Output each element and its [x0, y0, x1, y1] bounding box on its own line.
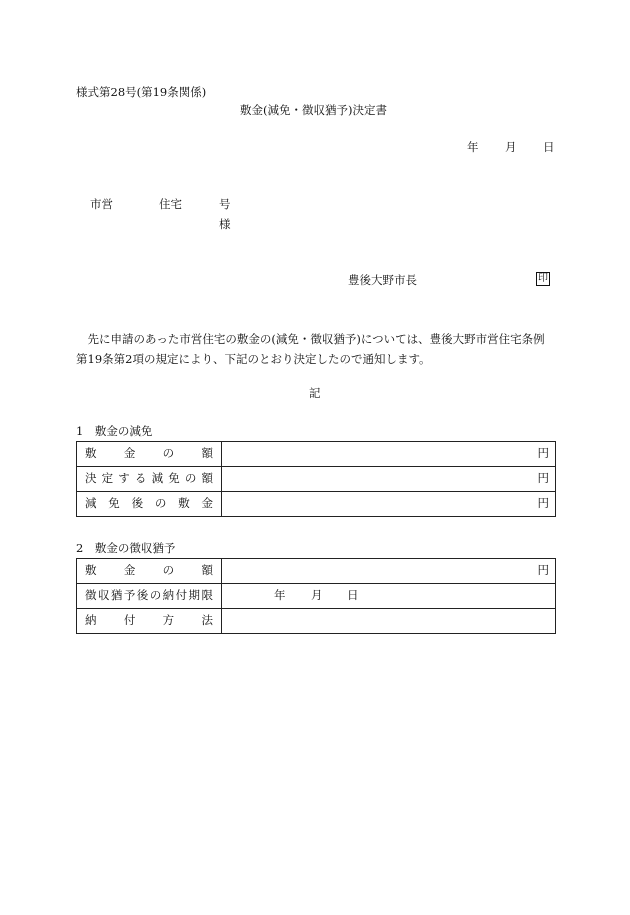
table-row [77, 559, 556, 584]
label-char: 定 [101, 471, 114, 486]
addressee-number: 号 [219, 197, 231, 211]
section1-title: 1 敷金の減免 [76, 424, 153, 438]
ki-heading: 記 [309, 386, 321, 400]
date-day: 日 [543, 140, 555, 154]
table-row [77, 442, 556, 467]
row-value: 円 [222, 492, 556, 517]
deadline-year: 年 [274, 588, 286, 603]
row-value [222, 609, 556, 634]
label-char: 決 [85, 471, 97, 486]
deadline-day: 日 [347, 588, 359, 603]
label-char: 免 [108, 496, 120, 511]
label-char: 減 [151, 471, 164, 486]
label-char: 付 [123, 613, 136, 628]
row-value: 円 [222, 467, 556, 492]
label-char: の [184, 471, 197, 486]
label-char: 猶 [110, 588, 123, 603]
label-char: 額 [201, 471, 213, 486]
label-char: の [149, 588, 162, 603]
label-char: 法 [201, 613, 213, 628]
seal-mark: 印 [538, 273, 548, 284]
label-char: の [162, 563, 175, 578]
label-char: 後 [131, 496, 144, 511]
table-row [77, 492, 556, 517]
label-char: の [154, 496, 167, 511]
form-number: 様式第28号(第19条関係) [76, 85, 207, 99]
date-year: 年 [467, 140, 479, 154]
row-value: 円 [222, 559, 556, 584]
label-char: 付 [175, 588, 188, 603]
date-month: 月 [505, 140, 517, 154]
label-char: る [134, 471, 147, 486]
label-char: 免 [168, 471, 180, 486]
section2-title: 2 敷金の徴収猶予 [76, 541, 176, 555]
addressee-honorific: 様 [219, 217, 231, 231]
label-char: 後 [136, 588, 149, 603]
label-char: 予 [123, 588, 136, 603]
label-char: 減 [85, 496, 97, 511]
row-date-value [222, 584, 556, 609]
row-label [77, 442, 222, 467]
row-label [77, 609, 222, 634]
label-char: 納 [162, 588, 175, 603]
label-char: 金 [201, 496, 213, 511]
label-char: 敷 [85, 563, 97, 578]
table-row [77, 467, 556, 492]
table-row [77, 609, 556, 634]
row-label [77, 492, 222, 517]
table-row [77, 584, 556, 609]
deadline-month: 月 [311, 588, 323, 603]
label-char: 金 [123, 563, 136, 578]
label-char: 納 [85, 613, 97, 628]
label-char: 額 [201, 446, 213, 461]
label-char: す [118, 471, 130, 486]
document-title: 敷金(減免・徴収猶予)決定書 [240, 103, 387, 117]
postponement-table [76, 558, 556, 634]
label-char: 敷 [178, 496, 190, 511]
reduction-table [76, 441, 556, 517]
row-label [77, 584, 222, 609]
label-char: の [162, 446, 175, 461]
addressee-address [90, 199, 231, 211]
label-char: 額 [201, 563, 213, 578]
body-text: 先に申請のあった市営住宅の敷金の(減免・徴収猶予)については、豊後大野市営住宅条例第19条第2項の規定により、下記のとおり決定したので通知します。 [76, 332, 545, 366]
addressee-city: 市営 [90, 197, 113, 211]
issue-date [467, 142, 555, 154]
label-char: 期 [188, 588, 200, 603]
row-label [77, 559, 222, 584]
label-char: 限 [201, 588, 213, 603]
row-label [77, 467, 222, 492]
label-char: 方 [162, 613, 175, 628]
row-value: 円 [222, 442, 556, 467]
label-char: 敷 [85, 446, 97, 461]
addressee-housing: 住宅 [159, 197, 182, 211]
label-char: 金 [123, 446, 136, 461]
label-char: 徴 [85, 588, 97, 603]
issuer-name: 豊後大野市長 [348, 273, 417, 287]
label-char: 収 [97, 588, 110, 603]
